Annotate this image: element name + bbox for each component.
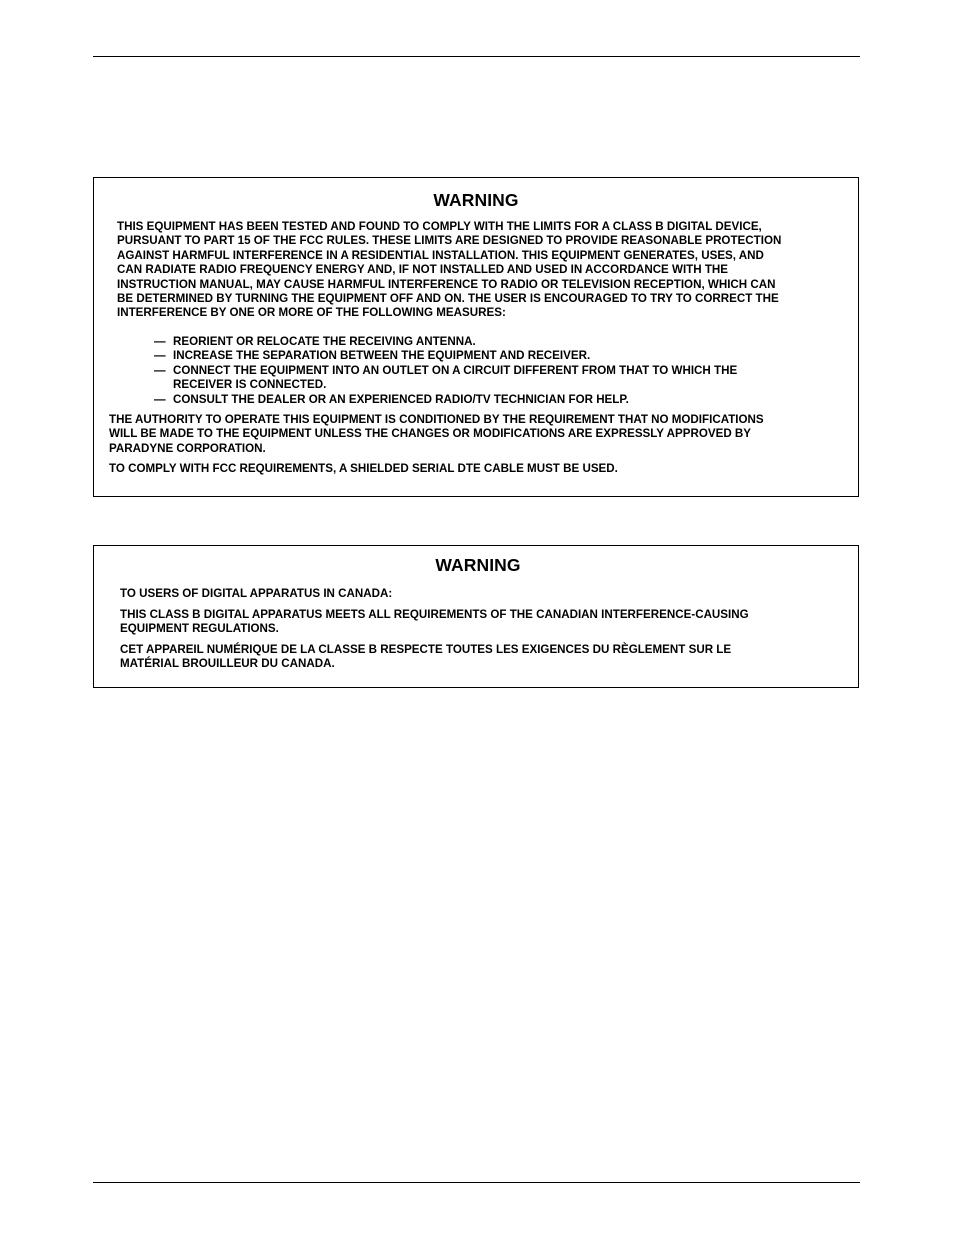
dash-bullet: — [154, 392, 166, 406]
measure-text: CONNECT THE EQUIPMENT INTO AN OUTLET ON A CIRCUIT DIFFERENT FROM THAT TO WHICH THE RECEIVER IS CONNECTED. [173, 363, 738, 392]
list-item [154, 349, 844, 363]
dash-bullet: — [154, 335, 166, 348]
dash-bullet: — [154, 363, 166, 377]
dash-bullet: — [154, 349, 166, 363]
warning-title: WARNING [433, 190, 519, 210]
fcc-warning-box [93, 177, 859, 497]
authority-paragraph: THE AUTHORITY TO OPERATE THIS EQUIPMENT IS CONDITIONED BY THE REQUIREMENT THAT NO MODIFICATIONS WILL BE MADE TO THE EQUIPMENT UNLESS THE CHANGES OR MODIFICATIONS ARE EXPRESSLY APPROVED BY PARADYNE CORPORATION. [109, 413, 764, 455]
canada-users-heading: TO USERS OF DIGITAL APPARATUS IN CANADA: [120, 587, 393, 600]
fcc-compliance-paragraph: THIS EQUIPMENT HAS BEEN TESTED AND FOUND TO COMPLY WITH THE LIMITS FOR A CLASS B DIGITAL DEVICE, PURSUANT TO PART 15 OF THE FCC RULES. THESE LIMITS ARE DESIGNED TO PROVIDE REASONABLE PROTECTION AGAINST HARMFUL INTERFERENCE IN A RESIDENTIAL INSTALLATION. THIS EQUIPMENT GENERATES, USES, AND CAN RADIATE RADIO FREQUENCY ENERGY AND, IF NOT INSTALLED AND USED IN ACCORDANCE WITH THE INSTRUCTION MANUAL, MAY CAUSE HARMFUL INTERFERENCE TO RADIO OR TELEVISION RECEPTION, WHICH CAN BE DETERMINED BY TURNING THE EQUIPMENT OFF AND ON. THE USER IS ENCOURAGED TO TRY TO CORRECT THE INTERFERENCE BY ONE OR MORE OF THE FOLLOWING MEASURES: [117, 220, 782, 320]
list-item [154, 393, 844, 407]
warning-title: WARNING [435, 555, 521, 575]
footer-rule [93, 1182, 860, 1183]
measures-list [154, 335, 844, 407]
class-b-english-paragraph: THIS CLASS B DIGITAL APPARATUS MEETS ALL REQUIREMENTS OF THE CANADIAN INTERFERENCE-CAUSING EQUIPMENT REGULATIONS. [120, 608, 749, 636]
cable-requirement-paragraph: TO COMPLY WITH FCC REQUIREMENTS, A SHIELDED SERIAL DTE CABLE MUST BE USED. [109, 462, 618, 475]
measure-text: CONSULT THE DEALER OR AN EXPERIENCED RADIO/TV TECHNICIAN FOR HELP. [173, 392, 629, 406]
class-b-french-paragraph: CET APPAREIL NUMÉRIQUE DE LA CLASSE B RESPECTE TOUTES LES EXIGENCES DU RÈGLEMENT SUR LE MATÉRIAL BROUILLEUR DU CANADA. [120, 643, 732, 671]
header-rule [93, 56, 860, 57]
list-item [154, 364, 844, 393]
measure-text: INCREASE THE SEPARATION BETWEEN THE EQUIPMENT AND RECEIVER. [173, 349, 591, 363]
list-item [154, 335, 844, 349]
canada-warning-box [93, 545, 859, 688]
measure-text: REORIENT OR RELOCATE THE RECEIVING ANTENNA. [173, 335, 476, 348]
